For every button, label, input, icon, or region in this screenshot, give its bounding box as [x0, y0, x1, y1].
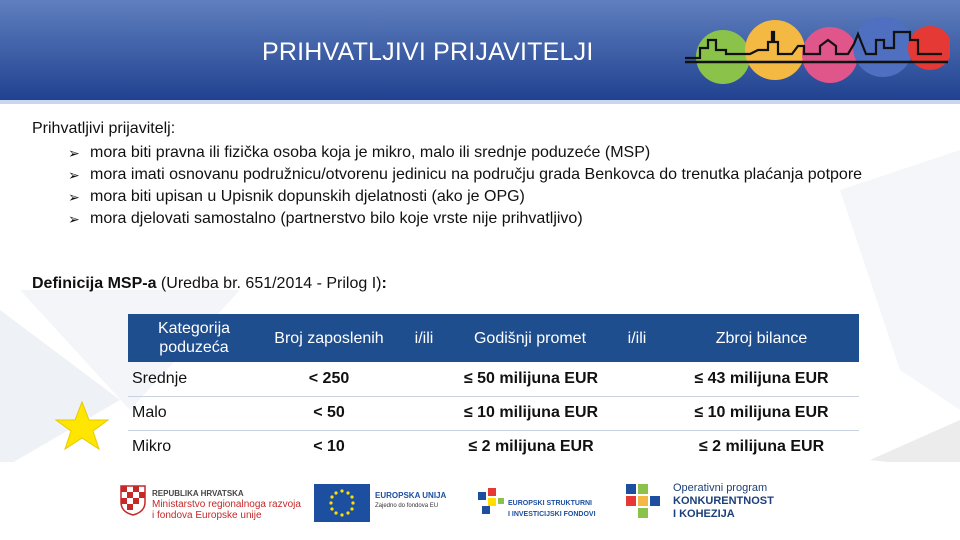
category-cell: Mikro — [128, 430, 260, 464]
table-row — [128, 396, 859, 430]
intro-label: Prihvatljivi prijavitelj: — [32, 120, 176, 137]
col-header-andor: i/ili — [610, 314, 664, 362]
footer-logos — [0, 462, 960, 540]
balance-cell: ≤ 2 milijuna EUR — [664, 430, 859, 464]
list-item: ➢ mora biti pravna ili fizička osoba koja je mikro, malo ili srednje poduzeće (MSP) — [68, 142, 928, 164]
col-header-andor: i/ili — [398, 314, 450, 362]
arrow-bullet-icon: ➢ — [68, 167, 80, 183]
eligibility-list — [68, 142, 928, 230]
page-title: PRIHVATLJIVI PRIJAVITELJI — [262, 38, 594, 66]
balance-cell: ≤ 43 milijuna EUR — [664, 362, 859, 396]
col-header-balance: Zbroj bilance — [664, 314, 859, 362]
employees-cell: < 250 — [260, 362, 398, 396]
arrow-bullet-icon: ➢ — [68, 145, 80, 161]
croatian-coat-of-arms-icon — [120, 482, 146, 516]
table-row — [128, 430, 859, 464]
city-skyline-logo — [680, 10, 950, 85]
balance-cell: ≤ 10 milijuna EUR — [664, 396, 859, 430]
header-banner — [0, 0, 960, 104]
msp-table — [128, 314, 859, 465]
table-header-row — [128, 314, 859, 362]
arrow-bullet-icon: ➢ — [68, 189, 80, 205]
eu-flag-icon — [314, 484, 370, 522]
employees-cell: < 50 — [260, 396, 398, 430]
category-cell: Malo — [128, 396, 260, 430]
col-header-employees: Broj zaposlenih — [260, 314, 398, 362]
esif-logo-text: EUROPSKI STRUKTURNI I INVESTICIJSKI FONDOVI — [508, 500, 596, 518]
list-item: ➢ mora biti upisan u Upisnik dopunskih djelatnosti (ako je OPG) — [68, 186, 928, 208]
op-kik-logo-icon — [624, 482, 664, 522]
col-header-turnover: Godišnji promet — [450, 314, 610, 362]
op-logo-text: Operativni program KONKURENTNOST I KOHEZIJA — [673, 482, 774, 520]
turnover-cell: ≤ 10 milijuna EUR — [398, 396, 664, 430]
esif-logo-icon — [476, 486, 506, 520]
turnover-cell: ≤ 50 milijuna EUR — [398, 362, 664, 396]
employees-cell: < 10 — [260, 430, 398, 464]
col-header-category: Kategorija poduzeća — [128, 314, 260, 362]
list-item: ➢ mora djelovati samostalno (partnerstvo bilo koje vrste nije prihvatljivo) — [68, 208, 928, 230]
msp-definition: Definicija MSP-a (Uredba br. 651/2014 - Prilog I): — [32, 275, 387, 292]
arrow-bullet-icon: ➢ — [68, 211, 80, 227]
rh-ministry-logo-text: REPUBLIKA HRVATSKA Ministarstvo regionalnoga razvoja i fondova Europske unije — [152, 489, 301, 521]
turnover-cell: ≤ 2 milijuna EUR — [398, 430, 664, 464]
table-row — [128, 362, 859, 396]
list-item: ➢ mora imati osnovanu podružnicu/otvorenu jedinicu na području grada Benkovca do trenutka plaćanja potpore — [68, 164, 928, 186]
category-cell: Srednje — [128, 362, 260, 396]
eu-logo-text: EUROPSKA UNIJA Zajedno do fondova EU — [375, 491, 447, 509]
